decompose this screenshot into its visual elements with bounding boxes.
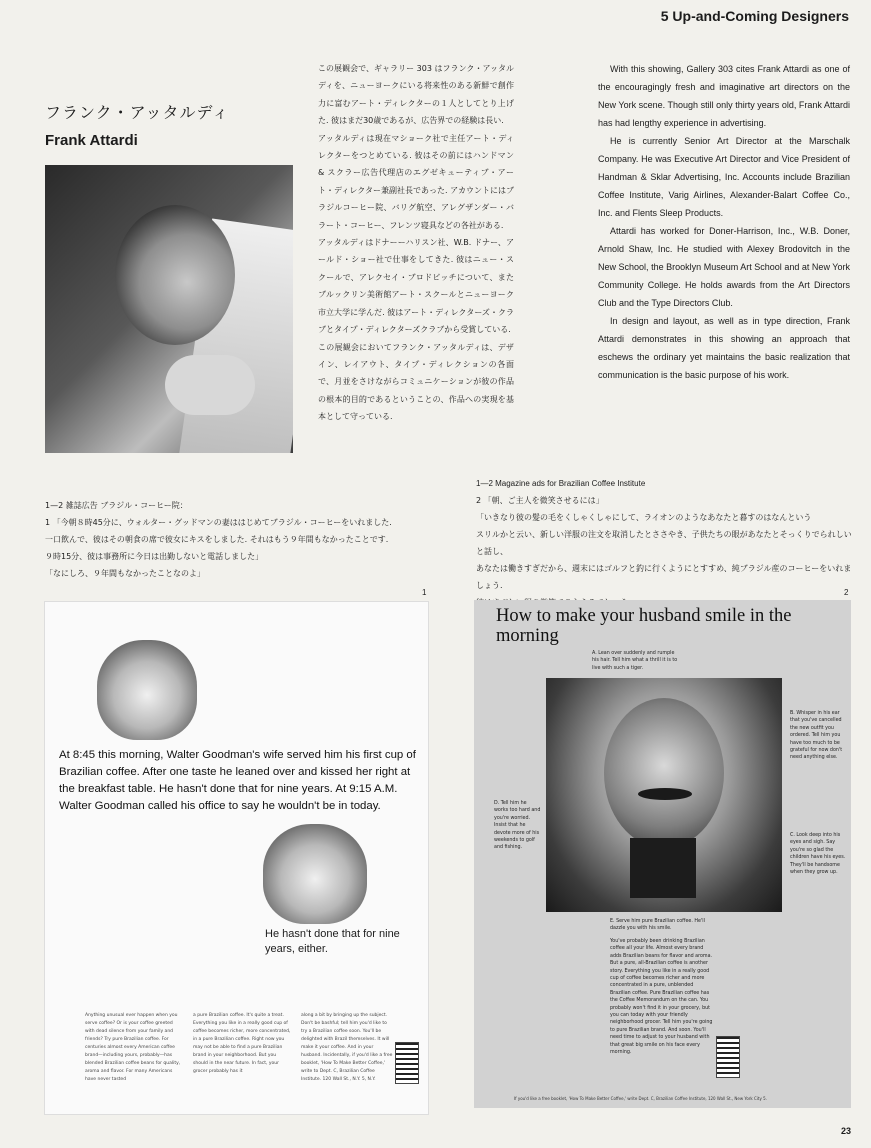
portrait-head [115, 205, 235, 345]
ad1-tagline: He hasn't done that for nine years, either. [265, 928, 400, 955]
caption-en-label: 1—2 Magazine ads for Brazilian Coffee Institute [476, 479, 646, 488]
caption-line: 「なにしろ、９年間もなかったことなのよ」 [45, 569, 205, 578]
coffee-can-mascot-icon [716, 1036, 740, 1078]
caption-line: 2 「朝、ご主人を微笑させるには」 [476, 496, 604, 505]
en-paragraph: Attardi has worked for Doner-Harrison, Inc., W.B. Doner, Arnold Shaw, Inc. He studied with Alexey Brodovitch in the New School, the Brooklyn Museum Art School and at New York Community College. He holds awards from the Art Directors Club and the Type Directors Club. [598, 226, 850, 308]
caption-line: 一口飲んで、彼はその朝食の席で彼女にキスをしました. それはもう９年間もなかったことです. [45, 535, 389, 544]
ad2-tip-c: C. Look deep into his eyes and sigh. Say you're so glad the children have his eyes. They'll be handsome when they grow up. [790, 833, 846, 876]
figure-number-2: 2 [844, 588, 849, 597]
caption-left [45, 497, 440, 582]
ad2-tip-b: B. Whisper in his ear that you've cancelled the new outfit you ordered. Tell him you have too much to be grateful for now don't need anything else. [790, 711, 843, 761]
japanese-article [318, 60, 514, 426]
ad1-fine-print: a pure Brazilian coffee. It's quite a treat. Everything you like in a really good cup of coffee becomes richer, more concentrated, in a pure Brazilian coffee. Right now you may not be able to find a pure Brazilian brand in your neighborhood. But you should in the near future. In fact, your grocer probably has it [193, 1013, 291, 1074]
ad2-body-copy: You've probably been drinking Brazilian coffee all your life. Almost every brand adds Brazilian beans for flavor and aroma. But a pure, all-Brazilian coffee is another story. Everything you like in a really good cup of coffee becomes richer and more concentrated in a pure, unblended Brazilian coffee. Pure Brazilian coffee has the Coffee Memorandum on the can. You probably won't find it in your grocery, but you can today with your friendly neighborhood grocer. Tell him you're going to pure Brazilian brand. And soon. You'll need time to adjust to your husband with that great big smile on his face every morning. [610, 939, 713, 1056]
smiling-man-photo [546, 678, 782, 912]
ad1-fine-print: Anything unusual ever happen when you serve coffee? Or is your coffee greeted with dead silence from your family and friends? Try pure Brazilian coffee. For centuries almost every American coffee brand—including yours, probably—has blended Brazilian coffee beans for quality, aroma and flavor. For many Americans have never tasted [85, 1013, 181, 1082]
designer-name-jp: フランク・アッタルディ [45, 103, 230, 122]
ad2-tip-e: E. Serve him pure Brazilian coffee. He'll dazzle you with his smile. [610, 919, 705, 932]
page-number: 23 [840, 1126, 851, 1136]
man-head [604, 698, 724, 848]
section-title: 5 Up-and-Coming Designers [660, 8, 849, 24]
jp-paragraph: アッタルディは現在マショーク社で主任アート・ディレクターをつとめている. 彼はその前にはハンドマン & スクラー広告代理店のエグゼキューティブ・アート・ディレクター兼副社長であった. アカウントにはブラジルコーヒー院、バリグ航空、アレグザンダー・バラート・コーヒー、フレンツ寝具などの各社がある. [318, 133, 514, 230]
ad2-tip-d: D. Tell him he works too hard and you're worried. Insist that he devote more of his weekends to golf and fishing. [494, 801, 541, 851]
coffee-cup [630, 838, 696, 898]
caption-line: ９時15分、彼は事務所に今日は出勤しないと電話しました」 [45, 552, 264, 561]
coffee-ad-1 [45, 602, 428, 1114]
caption-line: あなたは働きすぎだから、週末にはゴルフと釣に行くようにとすすめ、純ブラジル産のコーヒーをいれましょう. [476, 564, 852, 590]
designer-portrait [45, 165, 293, 453]
jp-paragraph: アッタルディはドナーーハリスン社、W.B. ドナー、アールド・ショー社で仕事をしてきた. 彼はニュー・スクールで、アレクセイ・ブロドビッチについて、またブルックリン美術館アート・スクールとニューヨーク市立大学に学んだ. 彼はアート・ディレクターズ・クラブとタイプ・ディレクターズクラブから受賞している. [318, 238, 514, 335]
portrait-hand [165, 355, 255, 415]
ad1-body-copy: At 8:45 this morning, Walter Goodman's wife served him his first cup of Brazilian coffee. After one taste he leaned over and kissed her right at the breakfast table. He hasn't done that for nine years. At 9:15 A.M. Walter Goodman called his office to say he wouldn't be in today. [59, 749, 416, 812]
caption-label: 1—2 雑誌広告 ブラジル・コーヒー院： [45, 501, 188, 510]
ad2-footer: If you'd like a free booklet, 'How To Make Better Coffee,' write Dept. C, Brazilian Coffee Institute, 120 Wall St., New York City 5. [514, 1096, 767, 1101]
woman-face-photo [263, 824, 367, 924]
woman-face-photo [97, 640, 197, 740]
coffee-can-mascot-icon [395, 1042, 419, 1084]
caption-line: 1 「今朝８時45分に、ウォルター・グッドマンの妻ははじめてブラジル・コーヒーをいれました. [45, 518, 392, 527]
figure-number-1: 1 [422, 588, 427, 597]
en-paragraph: In design and layout, as well as in type direction, Frank Attardi demonstrates in this showing an approach that eschews the ordinary yet maintains the basic realization that communication is the basic purpose of his work. [598, 316, 850, 380]
ad2-headline: How to make your husband smile in the morning [496, 606, 792, 646]
coffee-ad-2 [474, 600, 851, 1108]
man-mustache [638, 788, 692, 800]
designer-name-en: Frank Attardi [45, 132, 138, 149]
jp-paragraph: この展観会においてフランク・アッタルディは、デザイン、レイアウト、タイプ・ディレクションの各面で、月並をさけながらコミュニケーションが彼の作品の根本的目的であるということの、作品への実現を基本として守っている. [318, 342, 514, 422]
caption-line: 「いきなり彼の髪の毛をくしゃくしゃにして、ライオンのようなあなたと暮すのはなんという [476, 513, 812, 522]
caption-line: スリルかと云い、新しい洋服の注文を取消したとささやき、子供たちの眼があなたとそっくりでられしいと話し、 [476, 530, 852, 556]
ad2-tip-a: A. Lean over suddenly and rumple his hair. Tell him what a thrill it is to live with such a tiger. [592, 651, 678, 671]
en-paragraph: He is currently Senior Art Director at the Marschalk Company. He was Executive Art Director and Vice President of Handman & Sklar Advertising, Inc. Accounts include Brazilian Coffee Institute, Varig Airlines, Alexander-Balart Coffee Co., Inc. and Flents Sleep Products. [598, 136, 850, 218]
english-article [598, 60, 850, 384]
caption-right [476, 475, 856, 611]
jp-paragraph: この展観会で、ギャラリー 303 はフランク・アッタルディを、ニューヨークにいる将来性のある新鮮で創作力に富むアート・ディレクターの１人としてとり上げた. 彼はまだ30歳であるが、広告界での経験は長い. [318, 64, 514, 126]
en-paragraph: With this showing, Gallery 303 cites Frank Attardi as one of the encouragingly fresh and imaginative art directors on the New York scene. Though still only thirty years old, Frank Attardi has had lengthy experience in advertising. [598, 64, 850, 128]
ad1-fine-print: along a bit by bringing up the subject. Don't be bashful; tell him you'd like to try a Brazilian coffee soon. You'll be delighted with Brazil themselves. It will make it your coffee. And in your husband. Incidentally, if you'd like a free booklet, 'How To Make Better Coffee,' write to Dept. C, Brazilian Coffee Institute. 120 Wall St., N.Y. 5, N.Y. [301, 1013, 393, 1082]
